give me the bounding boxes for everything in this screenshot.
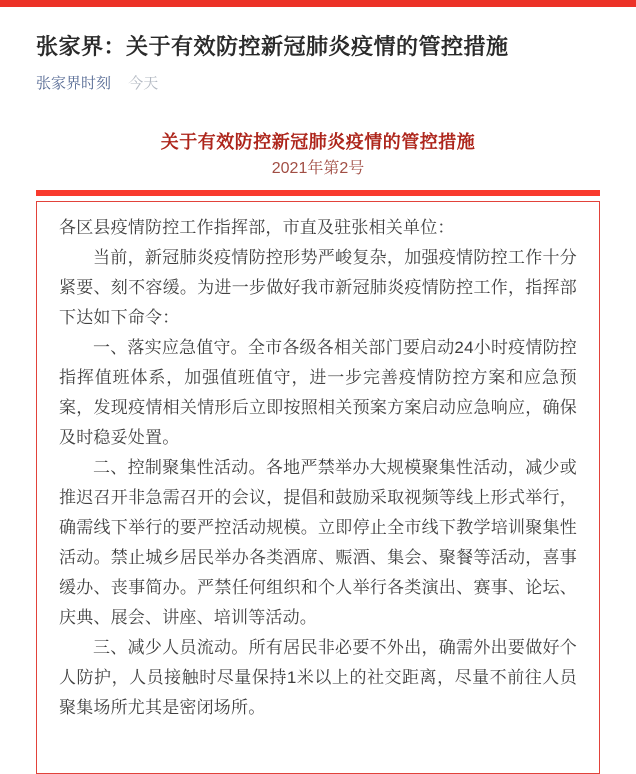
- document-paragraph: 三、减少人员流动。所有居民非必要不外出，确需外出要做好个人防护，人员接触时尽量保持1米以上的社交距离，尽量不前往人员聚集场所尤其是密闭场所。: [59, 638, 577, 717]
- document-content-box: [36, 201, 600, 774]
- document-paragraph: 二、控制聚集性活动。各地严禁举办大规模聚集性活动，减少或推迟召开非急需召开的会议，提倡和鼓励采取视频等线上形式举行，确需线下举行的要严控活动规模。立即停止全市线下教学培训聚集性活动。禁止城乡居民举办各类酒席、赈酒、集会、聚餐等活动，喜事缓办、丧事简办。严禁任何组织和个人举行各类演出、赛事、论坛、庆典、展会、讲座、培训等活动。: [59, 458, 577, 627]
- publish-date: 今天: [128, 75, 159, 92]
- source-account-link[interactable]: 张家界时刻: [36, 75, 112, 92]
- article-page: [0, 33, 636, 774]
- article-title: 张家界：关于有效防控新冠肺炎疫情的管控措施: [36, 34, 509, 59]
- top-red-bar: [0, 0, 636, 7]
- document-salutation: 各区县疫情防控工作指挥部，市直及驻张相关单位：: [59, 218, 455, 237]
- document-paragraph: 当前，新冠肺炎疫情防控形势严峻复杂，加强疫情防控工作十分紧要、刻不容缓。为进一步做好我市新冠肺炎疫情防控工作，指挥部下达如下命令：: [59, 248, 577, 327]
- document-title: 关于有效防控新冠肺炎疫情的管控措施: [160, 132, 476, 152]
- red-divider-bar: [36, 190, 600, 196]
- byline: [36, 75, 600, 93]
- document-paragraph: 一、落实应急值守。全市各级各相关部门要启动24小时疫情防控指挥值班体系，加强值班值守，进一步完善疫情防控方案和应急预案，发现疫情相关情形后立即按照相关预案方案启动应急响应，确保及时稳妥处置。: [59, 338, 577, 447]
- document-issue-number: 2021年第2号: [271, 160, 365, 177]
